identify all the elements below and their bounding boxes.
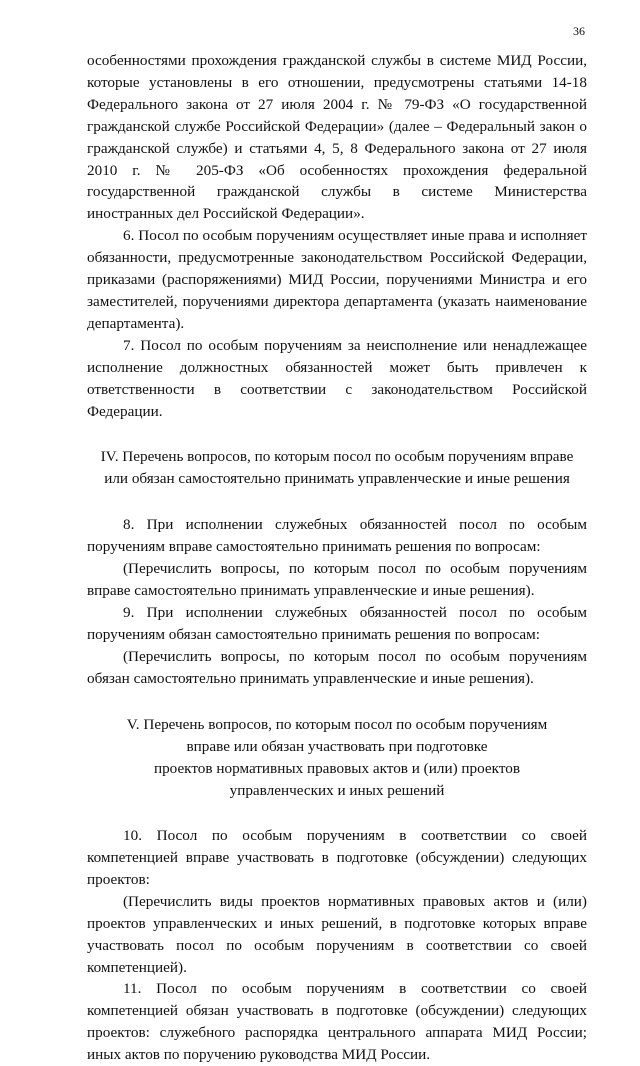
paragraph-10: 10. Посол по особым поручениям в соответствии со своей компетенцией вправе участвовать в подготовке (обсуждении) следующих проектов:: [87, 827, 587, 888]
section-v-heading: [87, 714, 587, 802]
section-v-heading-line-3: проектов нормативных правовых актов и (или) проектов: [153, 760, 521, 778]
page-number: 36: [573, 24, 585, 38]
section-v-heading-line-2: вправе или обязан участвовать при подготовке: [186, 738, 488, 756]
section-v-heading-line-1: V. Перечень вопросов, по которым посол по особым поручениям: [126, 716, 548, 734]
paragraph-8-note: (Перечислить вопросы, по которым посол по особым поручениям вправе самостоятельно принимать управленческие и иные решения).: [87, 560, 587, 599]
paragraph-7: 7. Посол по особым поручениям за неисполнение или ненадлежащее исполнение должностных обязанностей может быть привлечен к ответственности в соответствии с законодательством Российской Федерации.: [87, 336, 587, 420]
paragraph-continuation: особенностями прохождения гражданской службы в системе МИД России, которые установлены в его отношении, предусмотрены статьями 14-18 Федерального закона от 27 июля 2004 г. № 79-ФЗ «О государственной гражданской службе Российской Федерации» (далее – Федеральный закон о гражданской службе) и статьями 4, 5, 8 Федерального закона от 27 июля 2010 г. № 205-ФЗ «Об особенностях прохождения федеральной государственной гражданской службы в системе Министерства иностранных дел Российской Федерации».: [87, 52, 587, 223]
paragraph-8: 8. При исполнении служебных обязанностей посол по особым поручениям вправе самостоятельно принимать решения по вопросам:: [87, 516, 587, 556]
section-v-heading-line-4: управленческих и иных решений: [229, 782, 445, 800]
section-iv-heading: IV. Перечень вопросов, по которым посол по особым поручениям вправе или обязан самостоятельно принимать управленческие и иные решения: [100, 448, 574, 488]
paragraph-6: 6. Посол по особым поручениям осуществляет иные права и исполняет обязанности, предусмотренные законодательством Российской Федерации, приказами (распоряжениями) МИД России, поручениями Министра и его заместителей, поручениями директора департамента (указать наименование департамента).: [87, 227, 587, 332]
paragraph-9: 9. При исполнении служебных обязанностей посол по особым поручениям обязан самостоятельно принимать решения по вопросам:: [87, 603, 587, 643]
paragraph-11: 11. Посол по особым поручениям в соответствии со своей компетенцией обязан участвовать в подготовке (обсуждении) следующих проектов: служебного распорядка центрального аппарата МИД России; иных актов по поручению руководства МИД России.: [87, 980, 587, 1064]
paragraph-10-note: (Перечислить виды проектов нормативных правовых актов и (или) проектов управленческих и иных решений, в подготовке которых вправе участвовать посол по особым поручениям в соответствии со своей компетенцией).: [87, 892, 587, 976]
document-body: [87, 50, 587, 1066]
paragraph-9-note: (Перечислить вопросы, по которым посол по особым поручениям обязан самостоятельно принимать управленческие и иные решения).: [87, 647, 587, 687]
